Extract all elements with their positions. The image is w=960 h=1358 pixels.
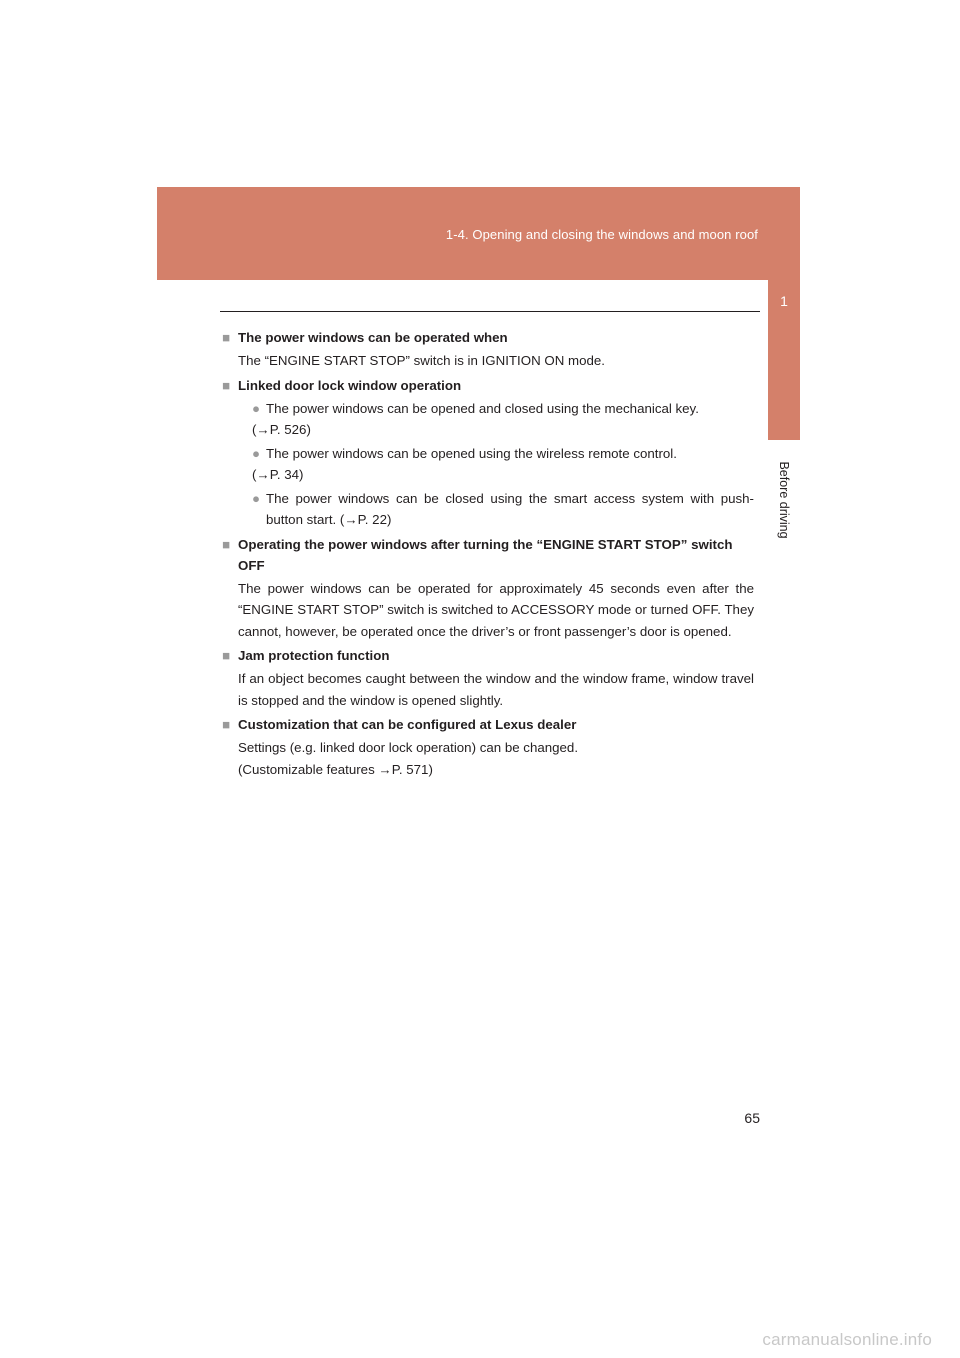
chapter-header-band bbox=[157, 187, 800, 280]
heading-jam-protection bbox=[222, 645, 754, 666]
watermark: carmanualsonline.info bbox=[762, 1330, 932, 1349]
square-bullet-icon: ■ bbox=[222, 648, 231, 663]
paragraph-jam-protection: If an object becomes caught between the window and the window frame, window travel is stopped and the window is opened slightly. bbox=[238, 671, 754, 708]
header-rule bbox=[220, 311, 760, 312]
square-bullet-icon: ■ bbox=[222, 717, 231, 732]
paragraph-customization bbox=[238, 737, 754, 780]
item-text: The power windows can be closed using the smart access system with push-button start. (→P. 22) bbox=[266, 490, 754, 527]
chapter-number: 1 bbox=[780, 293, 788, 309]
heading-text: Jam protection function bbox=[238, 648, 390, 663]
heading-text: Operating the power windows after turning the “ENGINE START STOP” switch OFF bbox=[238, 536, 733, 573]
item-text: The power windows can be opened using the wireless remote control. bbox=[266, 445, 677, 461]
dot-bullet-icon: ● bbox=[252, 490, 261, 506]
square-bullet-icon: ■ bbox=[222, 536, 231, 552]
square-bullet-icon: ■ bbox=[222, 377, 231, 393]
page-reference: (→P. 526) bbox=[252, 422, 311, 437]
heading-text: The power windows can be operated when bbox=[238, 330, 508, 345]
list-item-mechanical-key bbox=[252, 398, 754, 441]
page-reference: (→P. 34) bbox=[252, 467, 304, 482]
chapter-label-text: Before driving bbox=[777, 461, 791, 539]
heading-text: Linked door lock window operation bbox=[238, 377, 462, 393]
item-text: The power windows can be opened and closed using the mechanical key. bbox=[266, 400, 699, 416]
heading-text: Customization that can be configured at Lexus dealer bbox=[238, 717, 577, 732]
chapter-label bbox=[776, 450, 792, 550]
heading-linked-door-lock bbox=[222, 375, 754, 396]
dot-bullet-icon: ● bbox=[252, 400, 261, 416]
heading-power-windows-operated-when bbox=[222, 327, 754, 348]
page-content bbox=[222, 324, 754, 780]
paragraph-after-engine-off: The power windows can be operated for approximately 45 seconds even after the “ENGINE START STOP” switch is switched to ACCESSORY mode or turned OFF. They cannot, however, be operated once the driver’s or front passenger’s door is opened. bbox=[238, 580, 754, 639]
heading-after-engine-off bbox=[222, 534, 754, 576]
heading-customization bbox=[222, 714, 754, 735]
page-number: 65 bbox=[744, 1110, 760, 1126]
list-item-smart-access bbox=[252, 488, 754, 531]
dot-bullet-icon: ● bbox=[252, 445, 261, 461]
paragraph-ignition-on: The “ENGINE START STOP” switch is in IGNITION ON mode. bbox=[238, 353, 605, 368]
list-item-wireless-remote bbox=[252, 443, 754, 486]
square-bullet-icon: ■ bbox=[222, 330, 231, 345]
section-title: 1-4. Opening and closing the windows and moon roof bbox=[445, 227, 758, 242]
page-reference: (Customizable features →P. 571) bbox=[238, 761, 433, 777]
customization-text: Settings (e.g. linked door lock operation) can be changed. bbox=[238, 740, 579, 755]
chapter-tab bbox=[768, 280, 800, 440]
